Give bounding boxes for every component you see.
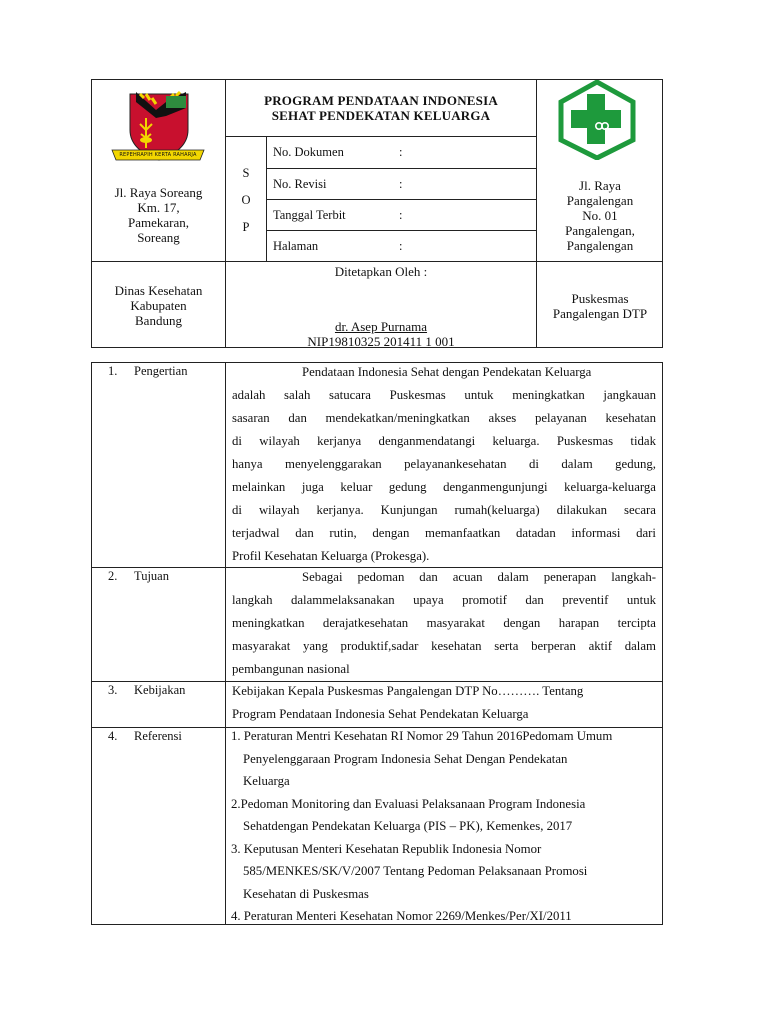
issuing-agency: Dinas Kesehatan Kabupaten Bandung [114,283,203,328]
section-2-content: Sebagai pedoman dan acuan dalam penerapan langkah- langkah dalammelaksanakan upaya promotif dan preventif untuk meningkatkan derajatkesehatan masyarakat dengan harapan tercipta masyarakat yang produktif,sadar kesehatan serta berperan aktif dalam pembangunan nasional [232,570,656,676]
section-1-label: 1. Pengertian [108,364,188,378]
reference-item: 4. Peraturan Menteri Kesehatan Nomor 2269/Menkes/Per/XI/2011 [231,909,572,923]
section-4-references: 1. Peraturan Mentri Kesehatan RI Nomor 29 Tahun 2016Pedomam Umum Penyelenggaraan Program Indonesia Sehat Dengan Pendekatan Keluarga 2.Pedoman Monitoring dan Evaluasi Pelaksanaan Program Indonesia Sehatdengan Pendekatan Keluarga (PIS – PK), Kemenkes, 2017 3. Keputusan Menteri Kesehatan Republik Indonesia Nomor 585/MENKES/SK/V/2007 Tentang Pedoman Pelaksanaan Promosi Kesehatan di Puskesmas 4. Peraturan Menteri Kesehatan Nomor 2269/Menkes/Per/XI/2011 [231,725,661,928]
sop-label: S O P [241,166,251,234]
logo-motto: REPEHRAPIH KERTA RAHARJA [119,152,197,158]
signer-name: dr. Asep Purnama [334,319,428,334]
section-3-content: Kebijakan Kepala Puskesmas Pangalengan DTP No………. Tentang Program Pendataan Indonesia Sehat Pendekatan Keluarga [232,684,584,721]
meta-doc-number: No. Dokumen : [273,145,403,159]
left-address: Jl. Raya Soreang Km. 17, Pamekaran, Soreang [114,185,203,245]
section-1-content: Pendataan Indonesia Sehat dengan Pendekatan Keluarga adalah salah satucara Puskesmas untuk meningkatkan jangkauan sasaran dan mendekatkan/meningkatkan akses pelayanan kesehatan di wilayah kerjanya denganmendatangi keluarga. Puskesmas tidak hanya menyelenggarakan pelayanankesehatan di dalam gedung, melainkan juga keluar gedung denganmengunjungi keluarga-keluarga di wilayah kerjanya. Kunjungan rumah(keluarga) dilakukan secara terjadwal dan rutin, dengan memanfaatkan datadan informasi dari Profil Kesehatan Keluarga (Prokesga). [232,365,656,563]
meta-page: Halaman : [273,238,403,253]
section-4-label: 4. Referensi [108,729,182,743]
signer-nip: NIP19810325 201411 1 001 [307,334,455,349]
bandung-regency-logo [108,88,208,168]
reference-item: 2.Pedoman Monitoring dan Evaluasi Pelaksanaan Program Indonesia [231,796,586,811]
meta-issue-date: Tanggal Terbit : [273,207,403,222]
document-title: PROGRAM PENDATAAN INDONESIA SEHAT PENDEKATAN KELUARGA [264,93,498,123]
section-3-label: 3. Kebijakan [108,683,186,697]
puskesmas-logo [557,80,637,160]
right-address: Jl. Raya Pangalengan No. 01 Pangalengan, Pangalengan [565,178,635,253]
reference-item: 3. Keputusan Menteri Kesehatan Republik Indonesia Nomor [231,841,542,856]
reference-item: 1. Peraturan Mentri Kesehatan RI Nomor 29 Tahun 2016Pedomam Umum [231,729,613,743]
meta-revision: No. Revisi : [273,176,403,191]
established-by-label: Ditetapkan Oleh : [334,264,428,279]
puskesmas-name: Puskesmas Pangalengan DTP [552,291,648,321]
section-2-label: 2. Tujuan [108,569,169,583]
